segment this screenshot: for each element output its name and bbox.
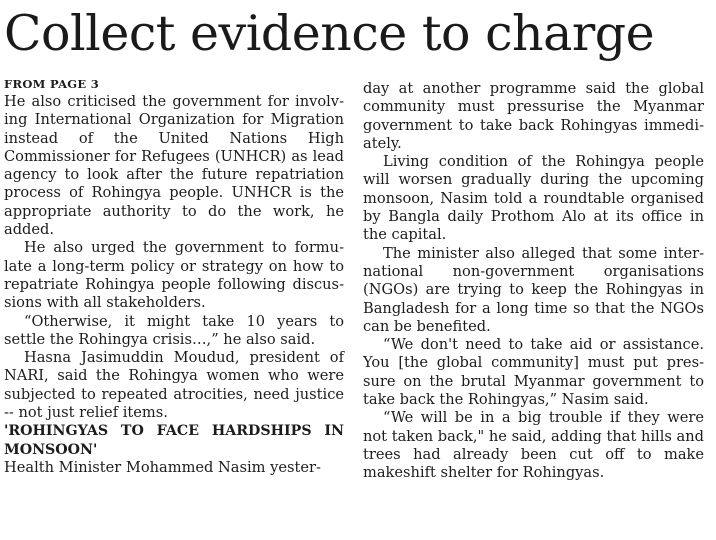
paragraph: Hasna Jasimuddin Moudud, president of NARI, said the Rohingya women who were subjected to repeated atrocities, need justice -- not just relief items. (4, 349, 344, 422)
left-column (4, 77, 344, 477)
section-subhead: 'ROHINGYAS TO FACE HARDSHIPS IN MONSOON' (4, 423, 344, 458)
paragraph: “Otherwise, it might take 10 years to settle the Rohingya crisis…,” he also said. (4, 312, 344, 348)
paragraph: He also criticised the government for involving International Organization for Migration instead of the United Nations High Commissioner for Refugees (UNHCR) as lead agency to look after the future repatriation process of Rohingya people. UNHCR is the appropriate authority to do the work, he added. (4, 93, 344, 239)
continued-from-label: FROM PAGE 3 (4, 77, 100, 91)
right-column (363, 80, 704, 483)
paragraph: “We will be in a big trouble if they were not taken back," he said, adding that hills and trees had already been cut off to make makeshift shelter for Rohingyas. (363, 409, 704, 482)
paragraph: day at another programme said the global community must pressurise the Myanmar government to take back Rohingyas immediately. (363, 80, 704, 152)
paragraph: “We don't need to take aid or assistance. You [the global community] must put pressure on the brutal Myanmar government to take back the Rohingyas,” Nasim said. (363, 336, 704, 409)
paragraph: Living condition of the Rohingya people will worsen gradually during the upcoming monsoon, Nasim told a roundtable organised by Bangla daily Prothom Alo at its office in the capital. (363, 153, 704, 244)
paragraph: The minister also alleged that some international non-government organisations (NGOs) are trying to keep the Rohingyas in Bangladesh for a long time so that the NGOs can be benefited. (363, 244, 704, 335)
paragraph: Health Minister Mohammed Nasim yester- (4, 458, 321, 476)
paragraph: He also urged the government to formulate a long-term policy or strategy on how to repatriate Rohingya people following discussions with all stakeholders. (4, 239, 344, 312)
headline: Collect evidence to charge (4, 5, 655, 62)
